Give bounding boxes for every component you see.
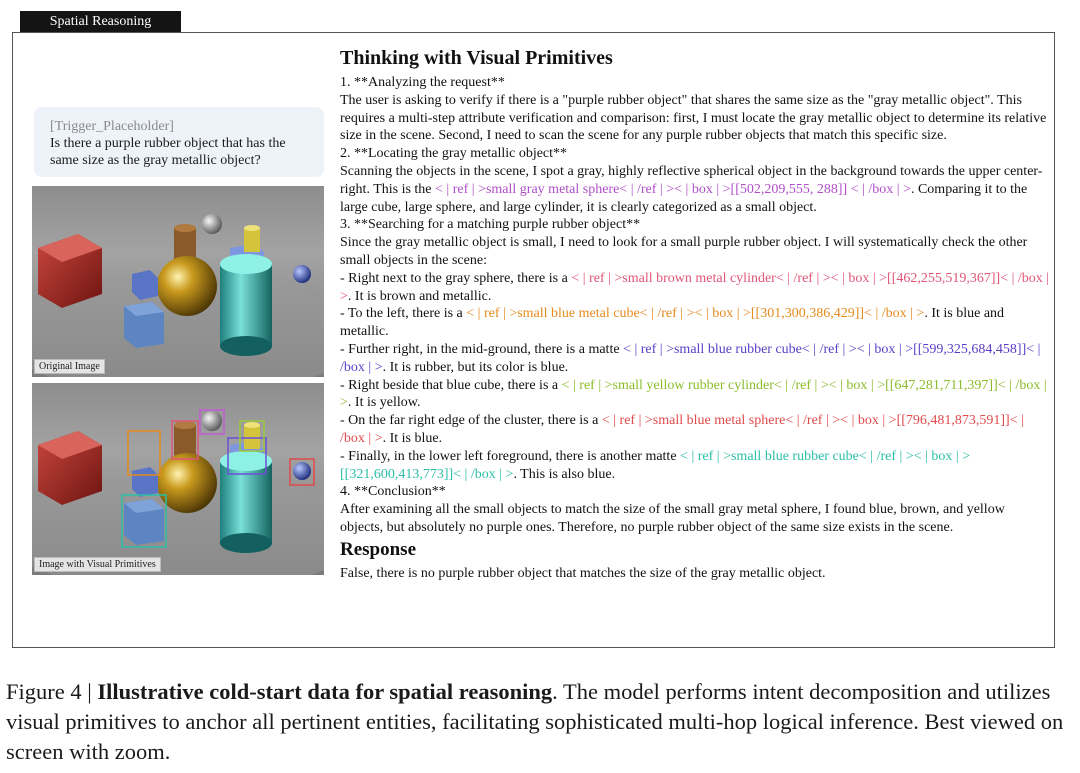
ref-blue-metal-sphere: < | ref | >small blue metal sphere< | /ref | >< | box | >[[796,481,873,591]]< | /box | > [340,413,1024,446]
text: - Right beside that blue cube, there is a [340,377,562,393]
step1-heading: 1. **Analyzing the request** [340,75,505,90]
step3-body: Since the gray metallic object is small, I need to look for a small purple rubber object. I will systematically check the other small objects in the scene: [340,235,1028,268]
figure-caption [6,677,1076,767]
text: - On the far right edge of the cluster, there is a [340,413,602,429]
thinking-title: Thinking with Visual Primitives [340,47,613,69]
list-item [340,341,1050,377]
response-text: False, there is no purple rubber object that matches the size of the gray metallic object. [340,565,826,581]
step2-body [340,163,1050,216]
ref-gray-sphere: < | ref | >small gray metal sphere< | /ref | >< | box | >[[502,209,555, 288]] < | /box | > [435,181,911,197]
scene-render-original [32,186,324,377]
text: - Further right, in the mid-ground, there is a matte [340,341,624,357]
text: - Right next to the gray sphere, there is a [340,270,572,286]
ref-blue-rubber-cube-front: < | ref | >small blue rubber cube< | /ref | >< | box | >[[321,600,413,773]]< | /box | > [340,448,971,482]
list-item [340,377,1050,413]
primitives-image-caption: Image with Visual Primitives [34,557,161,572]
step4-heading: 4. **Conclusion** [340,484,446,500]
section-tag: Spatial Reasoning [20,11,181,33]
step4-body: After examining all the small objects to match the size of the small gray metal sphere, I found blue, brown, and yellow objects, but absolutely no purple ones. Therefore, no purple rubber object of the same size exists in the scene. [340,502,1005,535]
response-title: Response [340,538,417,560]
caption-rest: . The model performs intent decomposition and utilizes visual primitives to anchor all pertinent entities, facilitating sophisticated multi-hop logical inference. Best viewed on screen with zoom. [6,679,1064,764]
list-item [340,270,1050,306]
original-image [32,186,324,377]
text: . It is yellow. [347,395,421,411]
text: . It is brown and metallic. [347,288,492,304]
caption-bold: Illustrative cold-start data for spatial reasoning [97,679,553,704]
question-text: Is there a purple rubber object that has the same size as the gray metallic object? [50,136,286,168]
text: . It is blue and metallic. [340,306,1005,340]
list-item [340,412,1050,448]
ref-yellow-cylinder: < | ref | >small yellow rubber cylinder< | /ref | >< | box | >[[647,281,711,397]]< | /box | > [340,377,1047,411]
caption-label: Figure 4 | [6,679,98,704]
ref-brown-cylinder: < | ref | >small brown metal cylinder< | /ref | >< | box | >[[462,255,519,367]]< | /box | > [340,270,1050,304]
text: . Comparing it to the large cube, large sphere, and large cylinder, it is clearly categorized as a small object. [340,181,1028,215]
list-item [340,448,1050,484]
text: - Finally, in the lower left foreground, there is another matte [340,448,681,464]
question-bubble [34,107,324,177]
original-image-caption: Original Image [34,359,105,374]
ref-blue-rubber-cube: < | ref | >small blue rubber cube< | /ref | >< | box | >[[599,325,684,458]]< | /box | > [340,341,1041,375]
step2-heading: 2. **Locating the gray metallic object** [340,146,568,162]
ref-blue-metal-cube: < | ref | >small blue metal cube< | /ref | >< | box | >[[301,300,386,429]]< | /box | > [466,306,925,322]
trigger-placeholder: [Trigger_Placeholder] [50,119,174,134]
step3-heading: 3. **Searching for a matching purple rubber object** [340,217,641,233]
text: . This is also blue. [513,466,616,482]
text: . It is blue. [382,430,443,446]
step1-body: The user is asking to verify if there is a "purple rubber object" that shares the same size as the "gray metallic object". This requires a multi-step attribute verification and comparison: first, I must locate the gray metallic object to determine its relative size in the scene. Second, I need to scan the scene for any purple rubber objects that match this specific size. [340,92,1047,144]
text: Scanning the objects in the scene, I spot a gray, highly reflective spherical object in the background towards the upper center-right. This is the [340,163,1043,197]
text: - To the left, there is a [340,306,467,322]
list-item [340,305,1050,341]
reasoning-content [340,46,1050,583]
primitives-image [32,383,324,575]
text: . It is rubber, but its color is blue. [382,359,569,375]
scene-render-primitives [32,383,324,575]
